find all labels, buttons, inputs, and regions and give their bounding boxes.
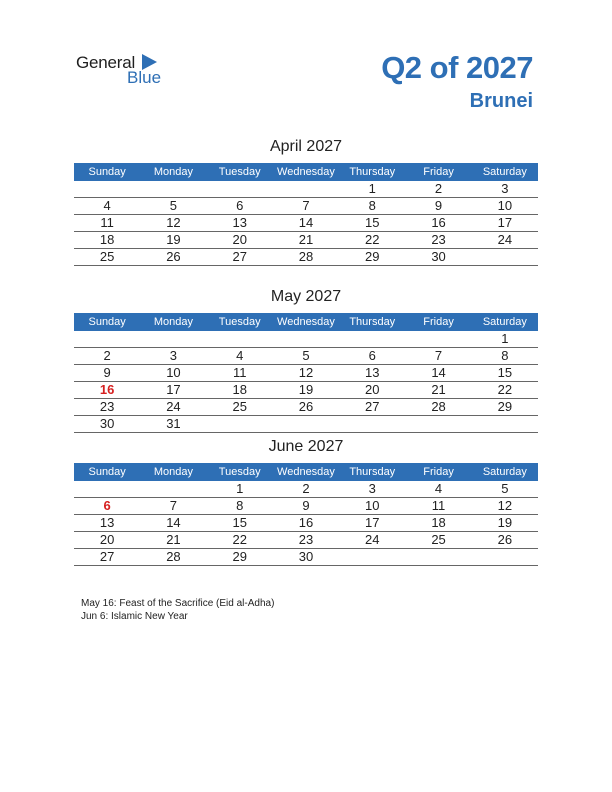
day-cell: 30 [74, 416, 140, 433]
week-row [74, 249, 538, 266]
empty-day-cell [74, 181, 140, 198]
calendar-table [74, 313, 538, 433]
empty-day-cell [74, 331, 140, 348]
day-cell: 16 [74, 382, 140, 399]
week-row [74, 232, 538, 249]
week-row [74, 498, 538, 515]
day-cell: 3 [472, 181, 538, 198]
day-cell: 1 [339, 181, 405, 198]
week-row [74, 215, 538, 232]
day-cell: 22 [472, 382, 538, 399]
weekday-header: Wednesday [273, 163, 339, 181]
day-cell: 17 [339, 515, 405, 532]
day-cell: 9 [273, 498, 339, 515]
weekday-header-row [74, 313, 538, 331]
month-april [74, 137, 538, 266]
day-cell: 24 [140, 399, 206, 416]
day-cell: 21 [140, 532, 206, 549]
day-cell: 4 [405, 481, 471, 498]
weekday-header: Tuesday [207, 163, 273, 181]
day-cell: 20 [339, 382, 405, 399]
empty-day-cell [140, 331, 206, 348]
week-row [74, 382, 538, 399]
logo-general-text: General [76, 53, 136, 72]
weekday-header: Saturday [472, 463, 538, 481]
day-cell: 8 [472, 348, 538, 365]
day-cell: 17 [472, 215, 538, 232]
logo [76, 53, 176, 89]
day-cell: 29 [207, 549, 273, 566]
week-row [74, 549, 538, 566]
day-cell: 25 [405, 532, 471, 549]
empty-day-cell [207, 331, 273, 348]
month-title: May 2027 [270, 288, 342, 305]
day-cell: 2 [273, 481, 339, 498]
week-row [74, 331, 538, 348]
day-cell: 1 [472, 331, 538, 348]
day-cell: 16 [273, 515, 339, 532]
empty-day-cell [405, 549, 471, 566]
day-cell: 7 [140, 498, 206, 515]
day-cell: 24 [472, 232, 538, 249]
month-title: April 2027 [269, 138, 343, 155]
day-cell: 28 [273, 249, 339, 266]
empty-day-cell [273, 416, 339, 433]
day-cell: 14 [405, 365, 471, 382]
empty-day-cell [207, 181, 273, 198]
empty-day-cell [140, 481, 206, 498]
day-cell: 21 [273, 232, 339, 249]
day-cell: 13 [74, 515, 140, 532]
calendar-table [74, 463, 538, 566]
weekday-header: Sunday [74, 313, 140, 331]
day-cell: 2 [74, 348, 140, 365]
weekday-header: Wednesday [273, 313, 339, 331]
day-cell: 27 [339, 399, 405, 416]
day-cell: 6 [339, 348, 405, 365]
country-name: Brunei [469, 90, 533, 112]
weekday-header: Saturday [472, 163, 538, 181]
week-row [74, 399, 538, 416]
month-june [74, 437, 538, 566]
day-cell: 5 [273, 348, 339, 365]
day-cell: 23 [405, 232, 471, 249]
day-cell: 25 [74, 249, 140, 266]
page-title: Q2 of 2027 [381, 50, 533, 85]
day-cell: 3 [140, 348, 206, 365]
weekday-header: Sunday [74, 163, 140, 181]
week-row [74, 416, 538, 433]
day-cell: 17 [140, 382, 206, 399]
week-row [74, 532, 538, 549]
day-cell: 10 [339, 498, 405, 515]
day-cell: 21 [405, 382, 471, 399]
day-cell: 31 [140, 416, 206, 433]
day-cell: 26 [472, 532, 538, 549]
day-cell: 18 [405, 515, 471, 532]
day-cell: 28 [405, 399, 471, 416]
day-cell: 29 [472, 399, 538, 416]
weekday-header: Tuesday [207, 313, 273, 331]
weekday-header: Tuesday [207, 463, 273, 481]
empty-day-cell [74, 481, 140, 498]
holiday-note: May 16: Feast of the Sacrifice (Eid al-Adha) [81, 598, 275, 609]
week-row [74, 365, 538, 382]
empty-day-cell [472, 549, 538, 566]
month-title: June 2027 [268, 438, 344, 455]
holiday-notes [81, 597, 274, 623]
day-cell: 28 [140, 549, 206, 566]
day-cell: 23 [273, 532, 339, 549]
day-cell: 12 [140, 215, 206, 232]
empty-day-cell [207, 416, 273, 433]
day-cell: 18 [207, 382, 273, 399]
empty-day-cell [339, 416, 405, 433]
day-cell: 4 [74, 198, 140, 215]
day-cell: 19 [140, 232, 206, 249]
week-row [74, 348, 538, 365]
empty-day-cell [273, 331, 339, 348]
calendar-table [74, 163, 538, 266]
empty-day-cell [472, 416, 538, 433]
day-cell: 7 [273, 198, 339, 215]
empty-day-cell [140, 181, 206, 198]
day-cell: 2 [405, 181, 471, 198]
day-cell: 5 [472, 481, 538, 498]
day-cell: 6 [74, 498, 140, 515]
weekday-header: Thursday [339, 463, 405, 481]
day-cell: 7 [405, 348, 471, 365]
weekday-header: Monday [140, 313, 206, 331]
day-cell: 26 [140, 249, 206, 266]
day-cell: 30 [273, 549, 339, 566]
day-cell: 25 [207, 399, 273, 416]
day-cell: 11 [74, 215, 140, 232]
day-cell: 3 [339, 481, 405, 498]
day-cell: 16 [405, 215, 471, 232]
day-cell: 27 [74, 549, 140, 566]
day-cell: 29 [339, 249, 405, 266]
day-cell: 11 [207, 365, 273, 382]
day-cell: 14 [140, 515, 206, 532]
week-row [74, 481, 538, 498]
day-cell: 26 [273, 399, 339, 416]
day-cell: 15 [339, 215, 405, 232]
week-row [74, 181, 538, 198]
weekday-header: Monday [140, 163, 206, 181]
week-row [74, 198, 538, 215]
day-cell: 15 [207, 515, 273, 532]
day-cell: 30 [405, 249, 471, 266]
weekday-header: Friday [405, 463, 471, 481]
weekday-header: Monday [140, 463, 206, 481]
day-cell: 19 [472, 515, 538, 532]
day-cell: 11 [405, 498, 471, 515]
month-may [74, 287, 538, 433]
empty-day-cell [339, 331, 405, 348]
weekday-header: Saturday [472, 313, 538, 331]
day-cell: 8 [207, 498, 273, 515]
day-cell: 12 [273, 365, 339, 382]
weekday-header: Friday [405, 313, 471, 331]
day-cell: 6 [207, 198, 273, 215]
day-cell: 10 [472, 198, 538, 215]
empty-day-cell [472, 249, 538, 266]
day-cell: 8 [339, 198, 405, 215]
day-cell: 27 [207, 249, 273, 266]
day-cell: 1 [207, 481, 273, 498]
day-cell: 24 [339, 532, 405, 549]
day-cell: 18 [74, 232, 140, 249]
weekday-header: Sunday [74, 463, 140, 481]
day-cell: 20 [74, 532, 140, 549]
day-cell: 15 [472, 365, 538, 382]
day-cell: 23 [74, 399, 140, 416]
logo-blue-text: Blue [127, 68, 162, 87]
empty-day-cell [339, 549, 405, 566]
day-cell: 5 [140, 198, 206, 215]
weekday-header: Wednesday [273, 463, 339, 481]
day-cell: 9 [74, 365, 140, 382]
day-cell: 20 [207, 232, 273, 249]
day-cell: 12 [472, 498, 538, 515]
weekday-header: Friday [405, 163, 471, 181]
day-cell: 22 [339, 232, 405, 249]
day-cell: 22 [207, 532, 273, 549]
empty-day-cell [405, 416, 471, 433]
weekday-header-row [74, 163, 538, 181]
empty-day-cell [273, 181, 339, 198]
day-cell: 4 [207, 348, 273, 365]
holiday-note: Jun 6: Islamic New Year [81, 611, 188, 622]
weekday-header-row [74, 463, 538, 481]
weekday-header: Thursday [339, 163, 405, 181]
day-cell: 13 [207, 215, 273, 232]
day-cell: 14 [273, 215, 339, 232]
empty-day-cell [405, 331, 471, 348]
day-cell: 13 [339, 365, 405, 382]
weekday-header: Thursday [339, 313, 405, 331]
week-row [74, 515, 538, 532]
day-cell: 19 [273, 382, 339, 399]
day-cell: 10 [140, 365, 206, 382]
day-cell: 9 [405, 198, 471, 215]
